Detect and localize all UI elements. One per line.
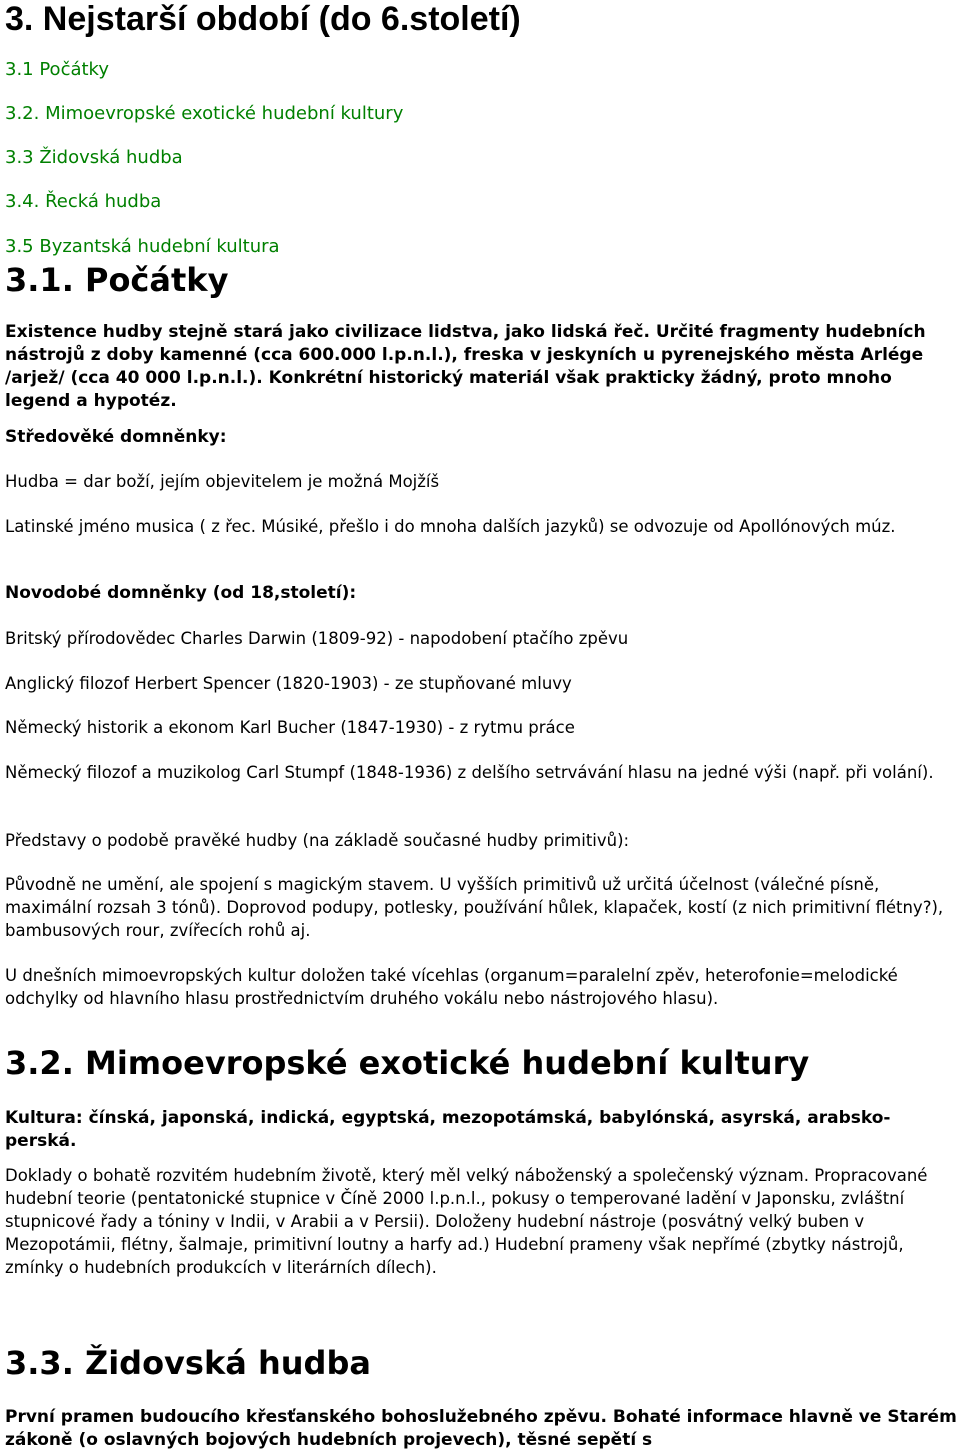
intro-paragraph: Existence hudby stejně stará jako civilizace lidstva, jako lidská řeč. Určité fragmenty hudebních nástrojů z doby kamenné (cca 600.000 l.p.n.l.), freska v jeskyních u pyrenejského města Arlége /arjež/ (cca 40 000 l.p.n.l.). Konkrétní historický materiál však prakticky žádný, proto mnoho legend a hypotéz. (5, 322, 926, 411)
medieval-item: Latinské jméno musica ( z řec. Músiké, přešlo i do mnoha dalších jazyků) se odvozuje od Apollónových múz. (5, 517, 896, 536)
toc-link-mimoevropske[interactable]: 3.2. Mimoevropské exotické hudební kultury (5, 103, 404, 124)
table-of-contents (5, 58, 960, 259)
toc-link-byzantska[interactable]: 3.5 Byzantská hudební kultura (5, 236, 280, 257)
modern-item: Německý filozof a muzikolog Carl Stumpf (1848-1936) z delšího setrvávání hlasu na jedné výši (např. při volání). (5, 763, 934, 782)
medieval-item: Hudba = dar boží, jejím objevitelem je možná Mojžíš (5, 472, 440, 491)
section-heading-3-3: 3.3. Židovská hudba (5, 1344, 371, 1382)
modern-item: Britský přírodovědec Charles Darwin (1809-92) - napodobení ptačího zpěvu (5, 629, 629, 648)
toc-link-recka[interactable]: 3.4. Řecká hudba (5, 191, 162, 212)
section-heading-3-1: 3.1. Počátky (5, 261, 229, 299)
cultures-paragraph: Kultura: čínská, japonská, indická, egyptská, mezopotámská, babylónská, asyrská, arabsko-perská. (5, 1108, 891, 1151)
toc-link-pocatky[interactable]: 3.1 Počátky (5, 59, 109, 80)
section-heading-3-2: 3.2. Mimoevropské exotické hudební kultury (5, 1044, 810, 1082)
medieval-heading: Středověké domněnky: (5, 427, 227, 447)
toc-link-zidovska[interactable]: 3.3 Židovská hudba (5, 147, 183, 168)
modern-item: Německý historik a ekonom Karl Bucher (1847-1930) - z rytmu práce (5, 718, 575, 737)
ideas-paragraph: U dnešních mimoevropských kultur doložen také vícehlas (organum=paralelní zpěv, heterofonie=melodické odchylky od hlavního hlasu prostřednictvím druhého vokálu nebo nástrojového hlasu). (5, 966, 898, 1008)
ideas-heading: Představy o podobě pravěké hudby (na základě současné hudby primitivů): (5, 831, 630, 850)
modern-item: Anglický filozof Herbert Spencer (1820-1903) - ze stupňované mluvy (5, 674, 572, 693)
jewish-paragraph: První pramen budoucího křesťanského bohoslužebného zpěvu. Bohaté informace hlavně ve Starém zákoně (o oslavných bojových hudebních projevech), těsné sepětí s (5, 1407, 957, 1450)
page-title: 3. Nejstarší období (do 6.století) (5, 0, 521, 38)
modern-heading: Novodobé domněnky (od 18,století): (5, 583, 357, 603)
ideas-paragraph: Původně ne umění, ale spojení s magickým stavem. U vyšších primitivů už určitá účelnost (válečné písně, maximální rozsah 3 tónů). Doprovod podupy, potlesky, používání hůlek, klapaček, kostí (z nich primitivní flétny?), bambusových rour, zvířecích rohů aj. (5, 875, 944, 940)
cultures-body: Doklady o bohatě rozvitém hudebním životě, který měl velký náboženský a společenský význam. Propracované hudební teorie (pentatonické stupnice v Číně 2000 l.p.n.l., pokusy o temperované ladění v Japonsku, zvláštní stupnicové řady a tóniny v Indii, v Arabii a v Persii). Doloženy hudební nástroje (posvátný velký buben v Mezopotámii, flétny, šalmaje, primitivní loutny a harfy ad.) Hudební prameny však nepřímé (zbytky nástrojů, zmínky o hudebních produkcích v literárních dílech). (5, 1166, 928, 1277)
